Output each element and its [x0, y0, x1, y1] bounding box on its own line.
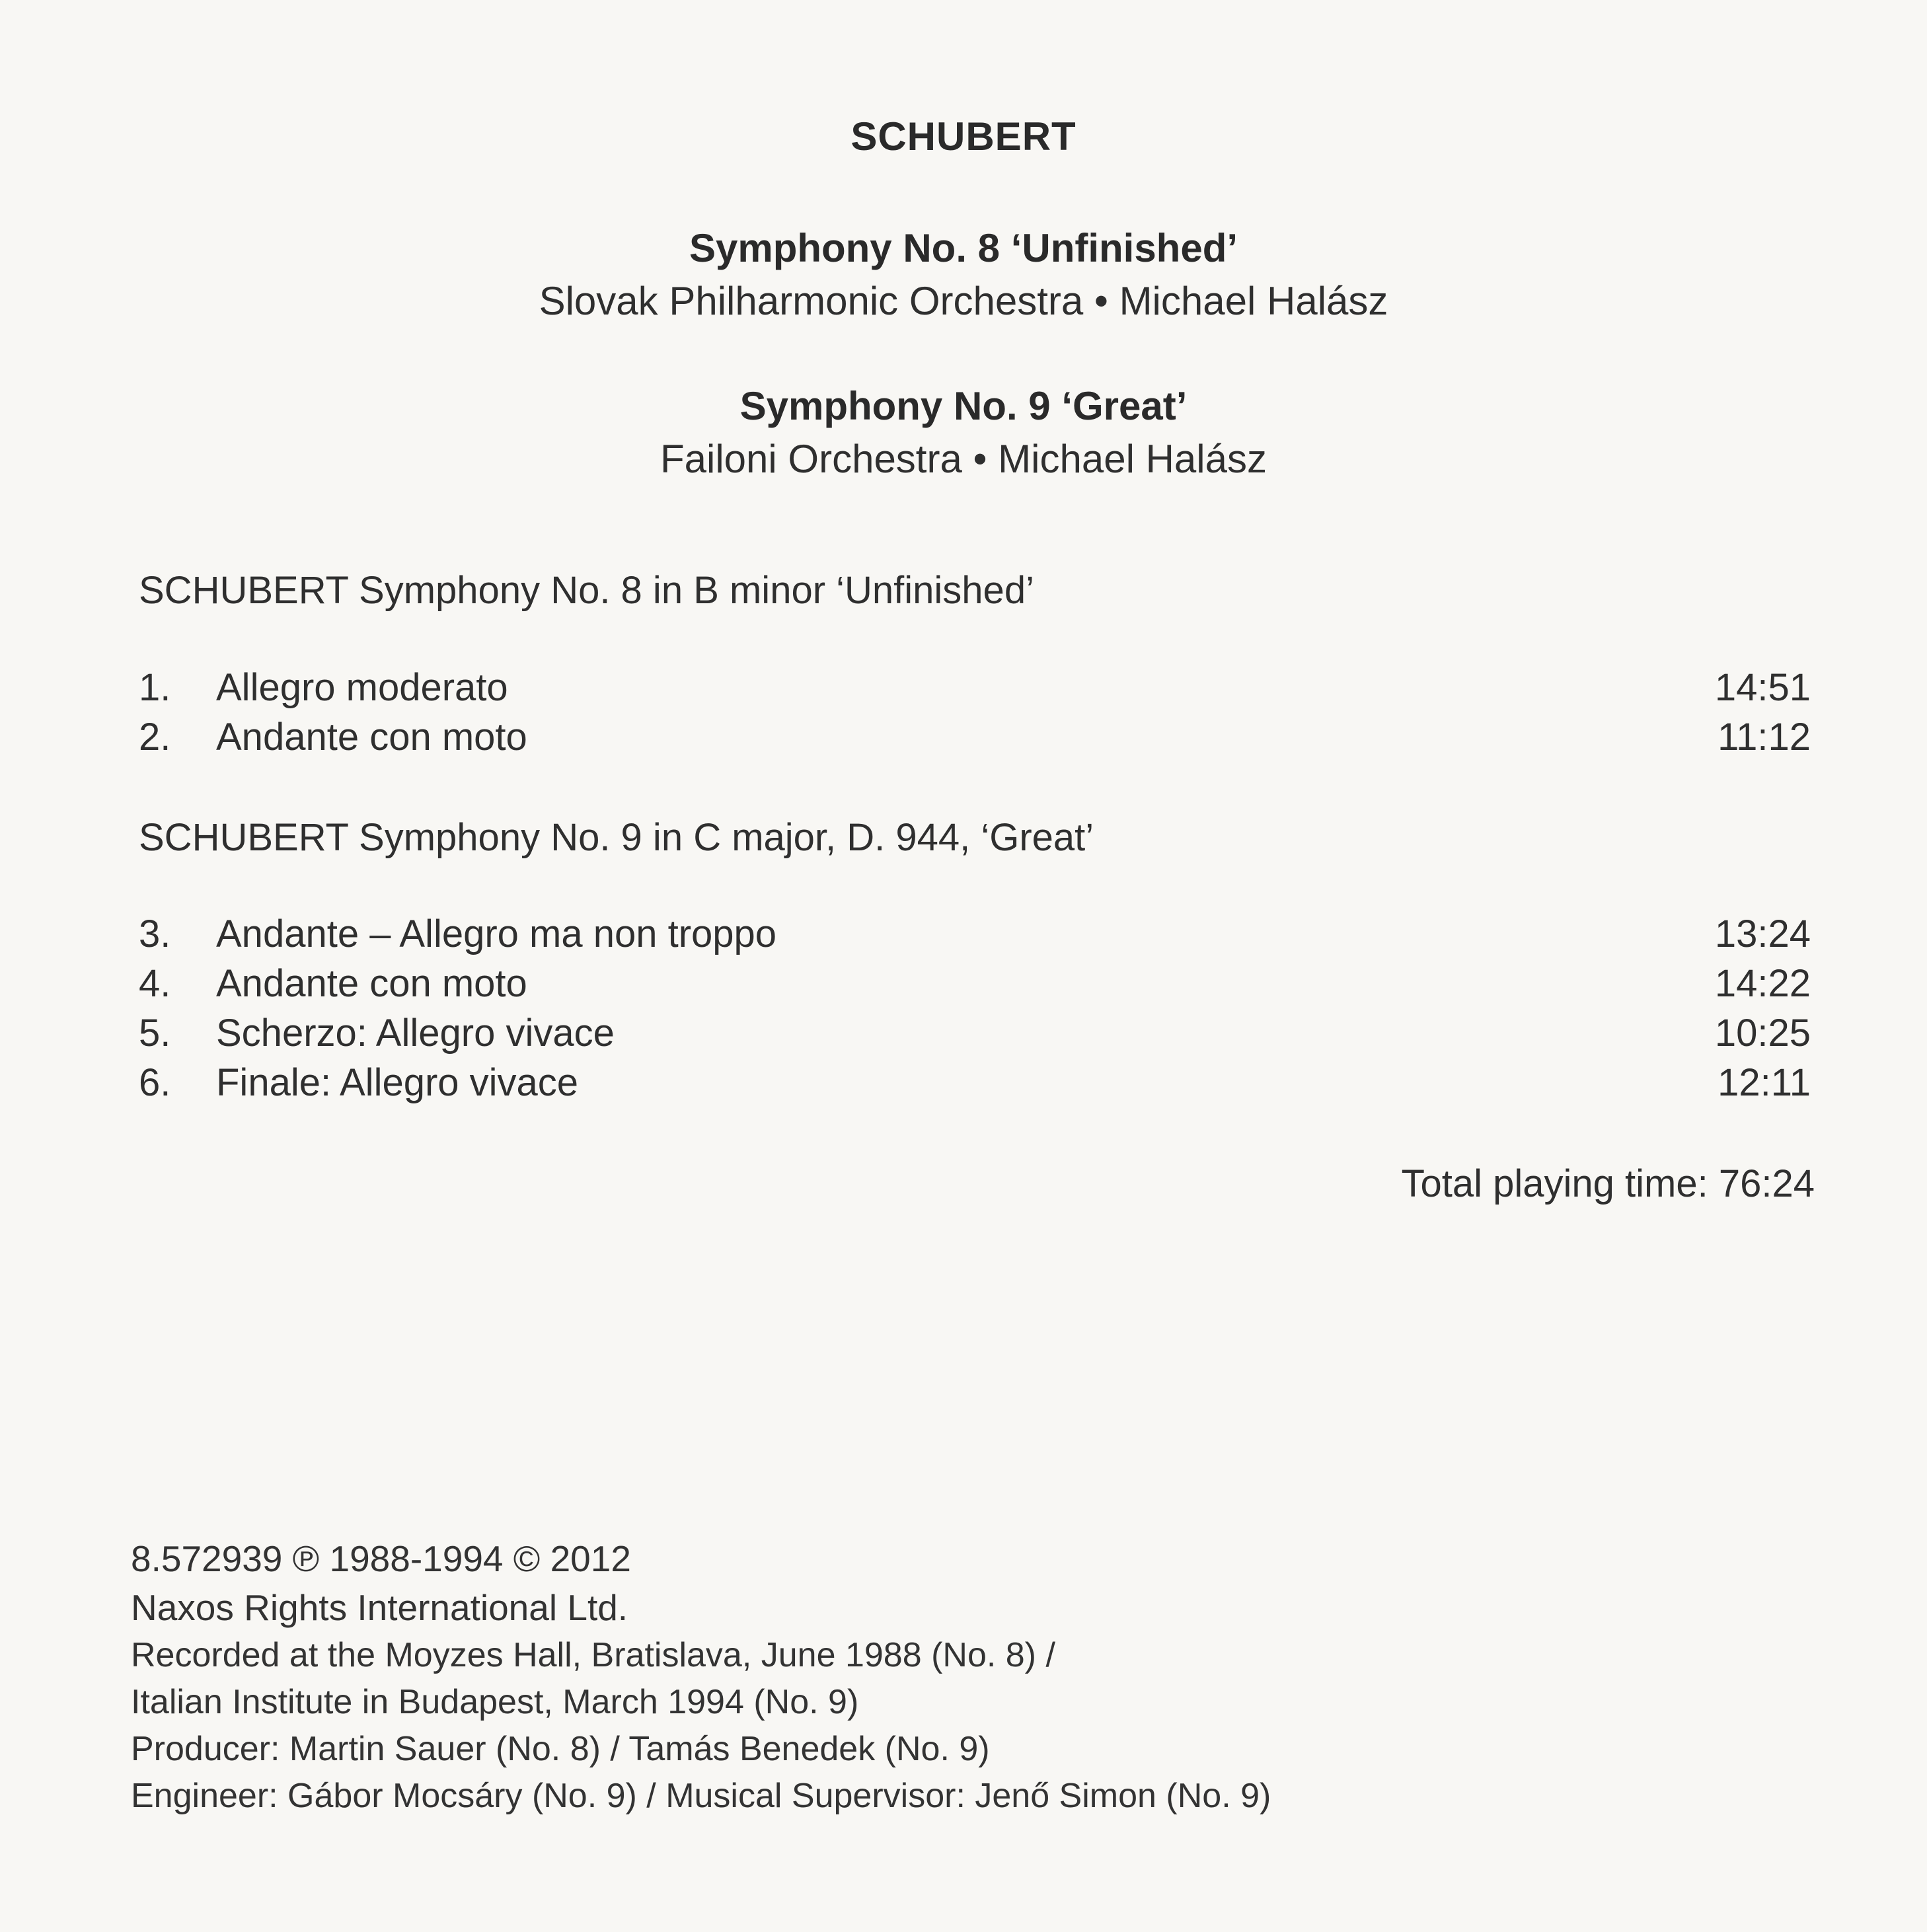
programme-item	[0, 380, 1927, 486]
composer-heading: SCHUBERT	[850, 114, 1077, 159]
track-title: Finale: Allegro vivace	[216, 1061, 579, 1104]
track-number: 3.	[139, 912, 171, 955]
track-row	[139, 665, 1811, 715]
track-number: 1.	[139, 666, 171, 709]
track-duration: 12:11	[1718, 1061, 1811, 1104]
work-heading: SCHUBERT Symphony No. 8 in B minor ‘Unfinished’	[139, 569, 1034, 612]
credit-line: Producer: Martin Sauer (No. 8) / Tamás Benedek (No. 9)	[131, 1730, 990, 1768]
track-row	[139, 961, 1811, 1011]
track-duration: 11:12	[1718, 716, 1811, 759]
track-title: Allegro moderato	[216, 666, 508, 709]
track-title: Andante con moto	[216, 716, 527, 759]
track-row	[139, 1060, 1811, 1110]
catalogue-line: 8.572939 ℗ 1988-1994 © 2012	[131, 1538, 631, 1579]
programme-item	[0, 222, 1927, 328]
track-title: Scherzo: Allegro vivace	[216, 1012, 615, 1055]
track-number: 4.	[139, 962, 171, 1005]
credit-line: Italian Institute in Budapest, March 1994 (No. 9)	[131, 1683, 859, 1721]
credits	[131, 1534, 1271, 1820]
performers: Slovak Philharmonic Orchestra • Michael Halász	[539, 279, 1388, 323]
track-list	[139, 665, 1811, 764]
track-row	[139, 912, 1811, 961]
track-title: Andante – Allegro ma non troppo	[216, 912, 777, 955]
credit-line: Engineer: Gábor Mocsáry (No. 9) / Musical Supervisor: Jenő Simon (No. 9)	[131, 1777, 1271, 1815]
track-number: 5.	[139, 1012, 171, 1055]
work-heading: SCHUBERT Symphony No. 9 in C major, D. 944, ‘Great’	[139, 816, 1094, 859]
credit-line: Recorded at the Moyzes Hall, Bratislava, June 1988 (No. 8) /	[131, 1636, 1055, 1674]
track-row	[139, 1011, 1811, 1060]
total-playing-time: Total playing time: 76:24	[1401, 1162, 1815, 1205]
track-duration: 10:25	[1714, 1012, 1811, 1055]
symphony-title: Symphony No. 8 ‘Unfinished’	[689, 226, 1238, 270]
track-list	[139, 912, 1811, 1110]
track-number: 6.	[139, 1061, 171, 1104]
symphony-title: Symphony No. 9 ‘Great’	[739, 384, 1188, 428]
track-duration: 13:24	[1714, 912, 1811, 955]
track-duration: 14:22	[1714, 962, 1811, 1005]
label-line: Naxos Rights International Ltd.	[131, 1587, 628, 1628]
performers: Failoni Orchestra • Michael Halász	[660, 437, 1267, 481]
track-title: Andante con moto	[216, 962, 527, 1005]
track-number: 2.	[139, 716, 171, 759]
track-duration: 14:51	[1714, 666, 1811, 709]
track-row	[139, 715, 1811, 764]
